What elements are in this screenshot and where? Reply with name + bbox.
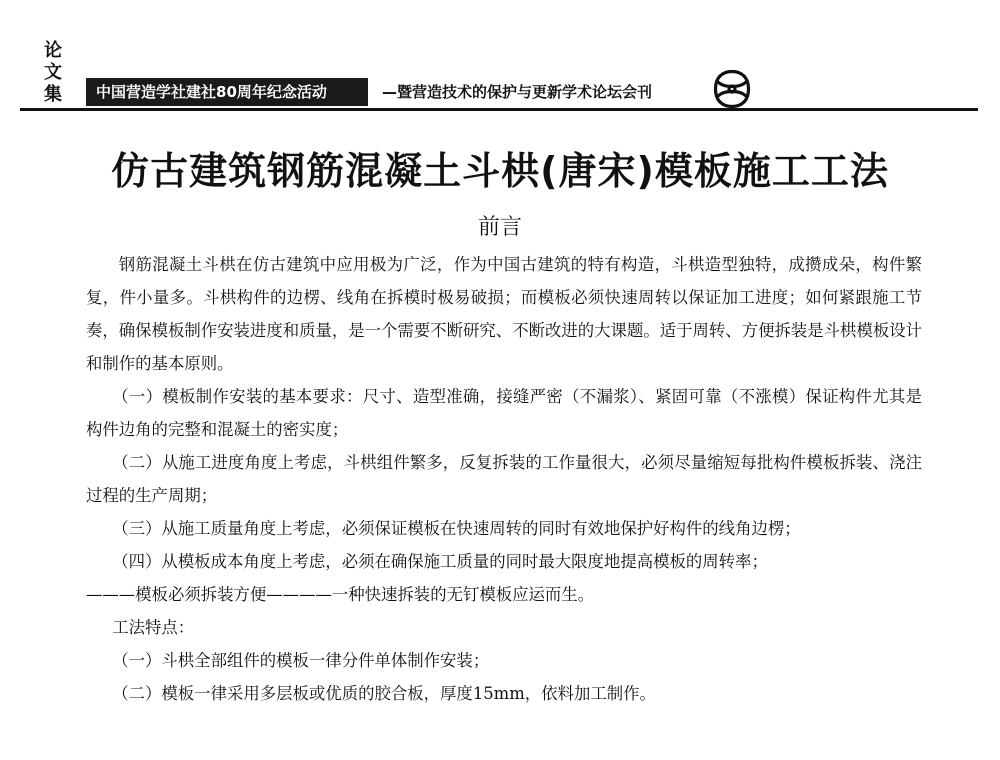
page-header	[0, 0, 1000, 112]
event-banner: 中国营造学社建社80周年纪念活动	[86, 78, 368, 106]
requirement-paragraph: （二）从施工进度角度上考虑，斗栱组件繁多，反复拆装的工作量很大，必须尽量缩短每批构件模板拆装、浇注过程的生产周期；	[86, 453, 922, 505]
feature-item: （一）斗栱全部组件的模板一律分件单体制作安装；	[112, 651, 490, 670]
article-title: 仿古建筑钢筋混凝土斗栱(唐宋)模板施工工法	[111, 149, 889, 193]
section-heading: 前言	[477, 215, 522, 240]
requirement-paragraph: （三）从施工质量角度上考虑，必须保证模板在快速周转的同时有效地保护好构件的线角边楞；	[112, 519, 801, 538]
collection-label-char: 文	[44, 62, 62, 83]
ornamental-knot-icon	[712, 70, 752, 108]
collection-label	[40, 40, 66, 106]
header-divider	[20, 108, 978, 111]
article-body	[86, 248, 922, 703]
feature-item: （二）模板一律采用多层板或优质的胶合板，厚度15mm，依料加工制作。	[112, 684, 656, 703]
conclusion-line: ———模板必须拆装方便————一种快速拆装的无钉模板应运而生。	[86, 585, 595, 604]
intro-paragraph: 钢筋混凝土斗栱在仿古建筑中应用极为广泛，作为中国古建筑的特有构造，斗栱造型独特，成攒成朵，构件繁复，件小量多。斗栱构件的边楞、线角在拆模时极易破损；而模板必须快速周转以保证加工进度；如何紧跟施工节奏，确保模板制作安装进度和质量，是一个需要不断研究、不断改进的大课题。适于周转、方便拆装是斗栱模板设计和制作的基本原则。	[86, 255, 922, 373]
forum-subtitle: —暨营造技术的保护与更新学术论坛会刊	[382, 83, 653, 101]
requirement-paragraph: （四）从模板成本角度上考虑，必须在确保施工质量的同时最大限度地提高模板的周转率；	[112, 552, 768, 571]
requirement-paragraph: （一）模板制作安装的基本要求：尺寸、造型准确，接缝严密（不漏浆）、紧固可靠（不涨模）保证构件尤其是构件边角的完整和混凝土的密实度；	[86, 387, 922, 439]
feature-heading: 工法特点：	[112, 618, 195, 637]
collection-label-char: 论	[44, 40, 62, 61]
collection-label-char: 集	[44, 84, 62, 105]
